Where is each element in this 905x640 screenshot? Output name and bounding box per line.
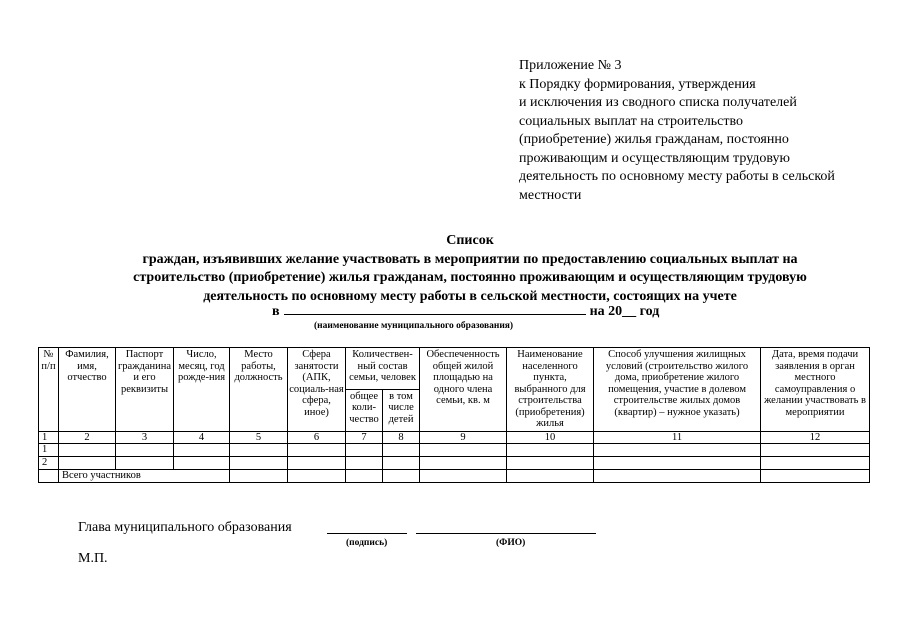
- column-number: 5: [230, 431, 288, 444]
- cell-family-total[interactable]: [346, 457, 383, 470]
- cell-dob[interactable]: [174, 444, 230, 457]
- appendix-line: проживающим и осуществляющим трудовую: [519, 150, 790, 166]
- appendix-line: (приобретение) жилья гражданам, постоянно: [519, 132, 789, 147]
- header-passport: Паспорт гражданина и его реквизиты: [116, 348, 174, 432]
- cell-total[interactable]: [761, 470, 870, 483]
- row-number: 2: [39, 457, 59, 470]
- cell-total[interactable]: [594, 470, 761, 483]
- header-work: Место работы, должность: [230, 348, 288, 432]
- title-line: деятельность по основному месту работы в сельской местности, состоящих на учете: [203, 288, 737, 304]
- header-sphere: Сфера занятости (АПК, социаль-ная сфера, иное): [288, 348, 346, 432]
- column-number-row: [39, 431, 870, 444]
- in-prefix: в: [272, 304, 280, 319]
- cell-name[interactable]: [59, 444, 116, 457]
- appendix-line: местности: [519, 187, 582, 203]
- year-suffix: на 20__ год: [589, 304, 660, 319]
- header-family-total: общее коли-чество: [346, 389, 383, 431]
- header-num: № п/п: [39, 348, 59, 432]
- cell-area[interactable]: [420, 444, 507, 457]
- column-number: 12: [761, 431, 870, 444]
- stamp-label: М.П.: [78, 551, 108, 566]
- document-title: [60, 232, 880, 306]
- column-number: 7: [346, 431, 383, 444]
- column-number: 3: [116, 431, 174, 444]
- cell-total[interactable]: [507, 470, 594, 483]
- name-line[interactable]: [416, 533, 596, 534]
- appendix-line: и исключения из сводного списка получателей: [519, 95, 797, 110]
- cell-total[interactable]: [383, 470, 420, 483]
- municipality-hint: (наименование муниципального образования): [314, 321, 514, 331]
- title-line: граждан, изъявивших желание участвовать в мероприятии по предоставлению социальных выплат на: [142, 251, 798, 267]
- appendix-line: к Порядку формирования, утверждения: [519, 76, 756, 92]
- header-area: Обеспеченность общей жилой площадью на одного члена семьи, кв. м: [420, 348, 507, 432]
- municipality-blank: [284, 302, 586, 315]
- header-dob: Число, месяц, год рожде-ния: [174, 348, 230, 432]
- appendix-line: социальных выплат на строительство: [519, 113, 744, 129]
- cell-family-children[interactable]: [383, 457, 420, 470]
- total-row: [39, 470, 870, 483]
- cell-settlement[interactable]: [507, 444, 594, 457]
- title-line: строительство (приобретение) жилья гражданам, постоянно проживающим и осуществляющим трудовую: [133, 270, 807, 285]
- cell-method[interactable]: [594, 444, 761, 457]
- header-method: Способ улучшения жилищных условий (строительство жилого дома, приобретение жилого помещения, участие в долевом строительстве жилых домов (квартир) – нужное указать): [594, 348, 761, 432]
- signature-line[interactable]: [327, 533, 407, 534]
- municipality-line: [272, 302, 659, 320]
- cell-settlement[interactable]: [507, 457, 594, 470]
- table-row: [39, 444, 870, 457]
- cell-date[interactable]: [761, 457, 870, 470]
- cell-sphere[interactable]: [288, 444, 346, 457]
- cell-family-children[interactable]: [383, 444, 420, 457]
- header-name: Фамилия, имя, отчество: [59, 348, 116, 432]
- cell-total[interactable]: [420, 470, 507, 483]
- name-hint: (ФИО): [496, 538, 526, 548]
- cell-total[interactable]: [346, 470, 383, 483]
- header-family-children: в том числе детей: [383, 389, 420, 431]
- header-date: Дата, время подачи заявления в орган местного самоуправления о желании участвовать в мероприятии: [761, 348, 870, 432]
- cell-date[interactable]: [761, 444, 870, 457]
- cell-area[interactable]: [420, 457, 507, 470]
- cell-passport[interactable]: [116, 444, 174, 457]
- cell-passport[interactable]: [116, 457, 174, 470]
- signature-hint: (подпись): [346, 538, 388, 548]
- cell-work[interactable]: [230, 444, 288, 457]
- cell-sphere[interactable]: [288, 457, 346, 470]
- appendix-line: деятельность по основному месту работы в сельской: [519, 169, 835, 184]
- column-number: 6: [288, 431, 346, 444]
- column-number: 1: [39, 431, 59, 444]
- cell-family-total[interactable]: [346, 444, 383, 457]
- signature-label: Глава муниципального образования: [78, 520, 292, 535]
- row-number: 1: [39, 444, 59, 457]
- table-row: [39, 457, 870, 470]
- header-settlement: Наименование населенного пункта, выбранного для строительства (приобретения) жилья: [507, 348, 594, 432]
- cell-total[interactable]: [288, 470, 346, 483]
- cell-name[interactable]: [59, 457, 116, 470]
- cell-method[interactable]: [594, 457, 761, 470]
- cell-dob[interactable]: [174, 457, 230, 470]
- column-number: 10: [507, 431, 594, 444]
- cell-work[interactable]: [230, 457, 288, 470]
- total-label: Всего участников: [59, 470, 230, 483]
- column-number: 4: [174, 431, 230, 444]
- column-number: 8: [383, 431, 420, 444]
- title-heading: Список: [446, 233, 494, 248]
- cell-total[interactable]: [230, 470, 288, 483]
- column-number: 9: [420, 431, 507, 444]
- appendix-line: Приложение № 3: [519, 58, 622, 73]
- column-number: 11: [594, 431, 761, 444]
- appendix-block: [519, 57, 879, 205]
- header-row: [39, 348, 870, 390]
- total-empty-cell: [39, 470, 59, 483]
- citizens-table: [38, 347, 870, 483]
- header-family: Количествен-ный состав семьи, человек: [346, 348, 420, 390]
- column-number: 2: [59, 431, 116, 444]
